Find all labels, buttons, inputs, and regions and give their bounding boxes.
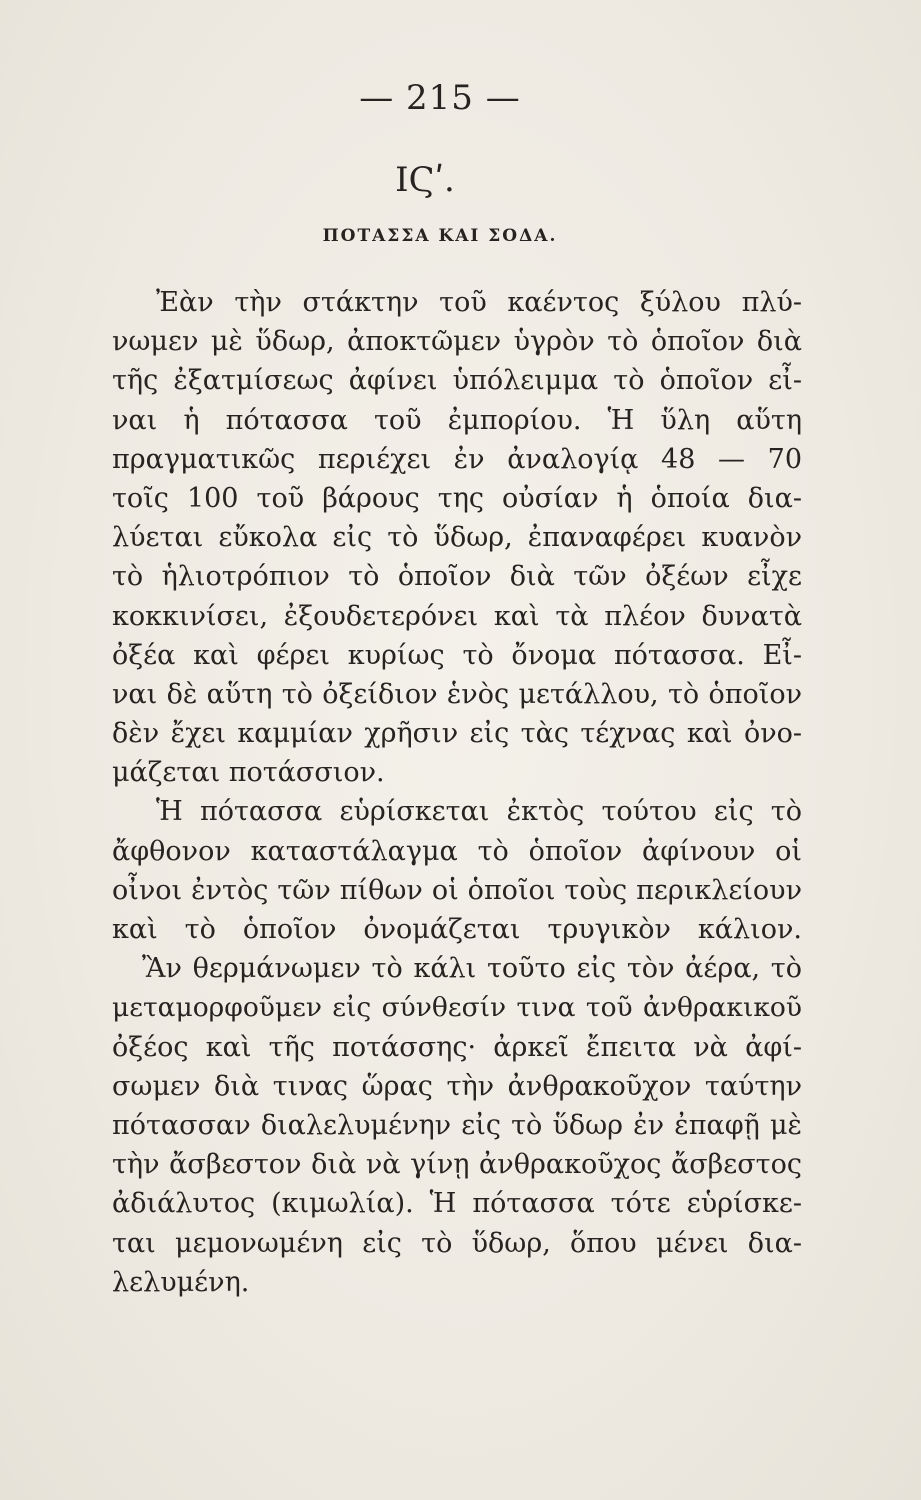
- text-line: ὀξέος καὶ τῆς ποτάσσης· ἀρκεῖ ἔπειτα νὰ ἀφί-: [112, 1031, 802, 1063]
- text-line: ται μεμονωμένη εἰς τὸ ὕδωρ, ὅπου μένει δια-: [112, 1227, 802, 1259]
- text-line: μεταμορφοῦμεν εἰς σύνθεσίν τινα τοῦ ἀνθρακικοῦ: [112, 992, 802, 1024]
- text-line: Ἐὰν τὴν στάκτην τοῦ καέντος ξύλου πλύ-: [156, 287, 802, 318]
- body-text: [112, 283, 802, 1302]
- text-line: ἀδιάλυτος (κιμωλία). Ἡ πότασσα τότε εὑρίσκε-: [112, 1188, 802, 1220]
- text-line: ἄφθονον καταστάλαγμα τὸ ὁποῖον ἀφίνουν οἱ: [112, 835, 802, 867]
- text-line: κοκκινίσει, ἐξουδετερόνει καὶ τὰ πλέον δυνατὰ: [112, 600, 802, 632]
- text-line: σωμεν διὰ τινας ὥρας τὴν ἀνθρακοῦχον ταύτην: [112, 1070, 802, 1102]
- text-line: πραγματικῶς περιέχει ἐν ἀναλογίᾳ 48 — 70: [112, 443, 802, 475]
- text-line: τῆς ἐξατμίσεως ἀφίνει ὑπόλειμμα τὸ ὁποῖον εἶ-: [112, 365, 802, 397]
- text-line: τοῖς 100 τοῦ βάρους της οὐσίαν ἡ ὁποία δια-: [112, 482, 802, 514]
- text-line: δὲν ἔχει καμμίαν χρῆσιν εἰς τὰς τέχνας καὶ ὀνο-: [112, 718, 802, 750]
- text-line: τὴν ἄσβεστον διὰ νὰ γίνῃ ἀνθρακοῦχος ἄσβεστος: [112, 1149, 802, 1181]
- text-line: μάζεται ποτάσσιον.: [112, 757, 385, 789]
- text-line: νωμεν μὲ ὕδωρ, ἀποκτῶμεν ὑγρὸν τὸ ὁποῖον διὰ: [112, 326, 802, 358]
- text-line: ναι δὲ αὕτη τὸ ὀξείδιον ἑνὸς μετάλλου, τὸ ὁποῖον: [112, 678, 802, 710]
- chapter-number: ΙϚʹ.: [395, 160, 455, 200]
- text-line: τὸ ἡλιοτρόπιον τὸ ὁποῖον διὰ τῶν ὀξέων εἶχε: [112, 561, 802, 593]
- text-line: καὶ τὸ ὁποῖον ὀνομάζεται τρυγικὸν κάλιον.: [112, 914, 802, 945]
- text-line: Ἡ πότασσα εὑρίσκεται ἐκτὸς τούτου εἰς τὸ: [156, 796, 802, 828]
- text-line: ὀξέα καὶ φέρει κυρίως τὸ ὄνομα πότασσα. Εἶ-: [112, 639, 802, 671]
- text-line: ναι ἡ πότασσα τοῦ ἐμπορίου. Ἡ ὕλη αὕτη: [112, 404, 802, 436]
- text-line: πότασσαν διαλελυμένην εἰς τὸ ὕδωρ ἐν ἐπαφῇ μὲ: [112, 1109, 802, 1141]
- page-number: — 215 —: [359, 78, 521, 118]
- text-line: Ἂν θερμάνωμεν τὸ κάλι τοῦτο εἰς τὸν ἀέρα, τὸ: [142, 953, 802, 985]
- chapter-title: ΠΟΤΑΣΣΑ ΚΑΙ ΣΟΔΑ.: [322, 226, 558, 246]
- text-line: λύεται εὔκολα εἰς τὸ ὕδωρ, ἐπαναφέρει κυανὸν: [112, 522, 802, 554]
- text-line: οἶνοι ἐντὸς τῶν πίθων οἱ ὁποῖοι τοὺς περικλείουν: [112, 874, 802, 906]
- text-line: λελυμένη.: [112, 1266, 250, 1298]
